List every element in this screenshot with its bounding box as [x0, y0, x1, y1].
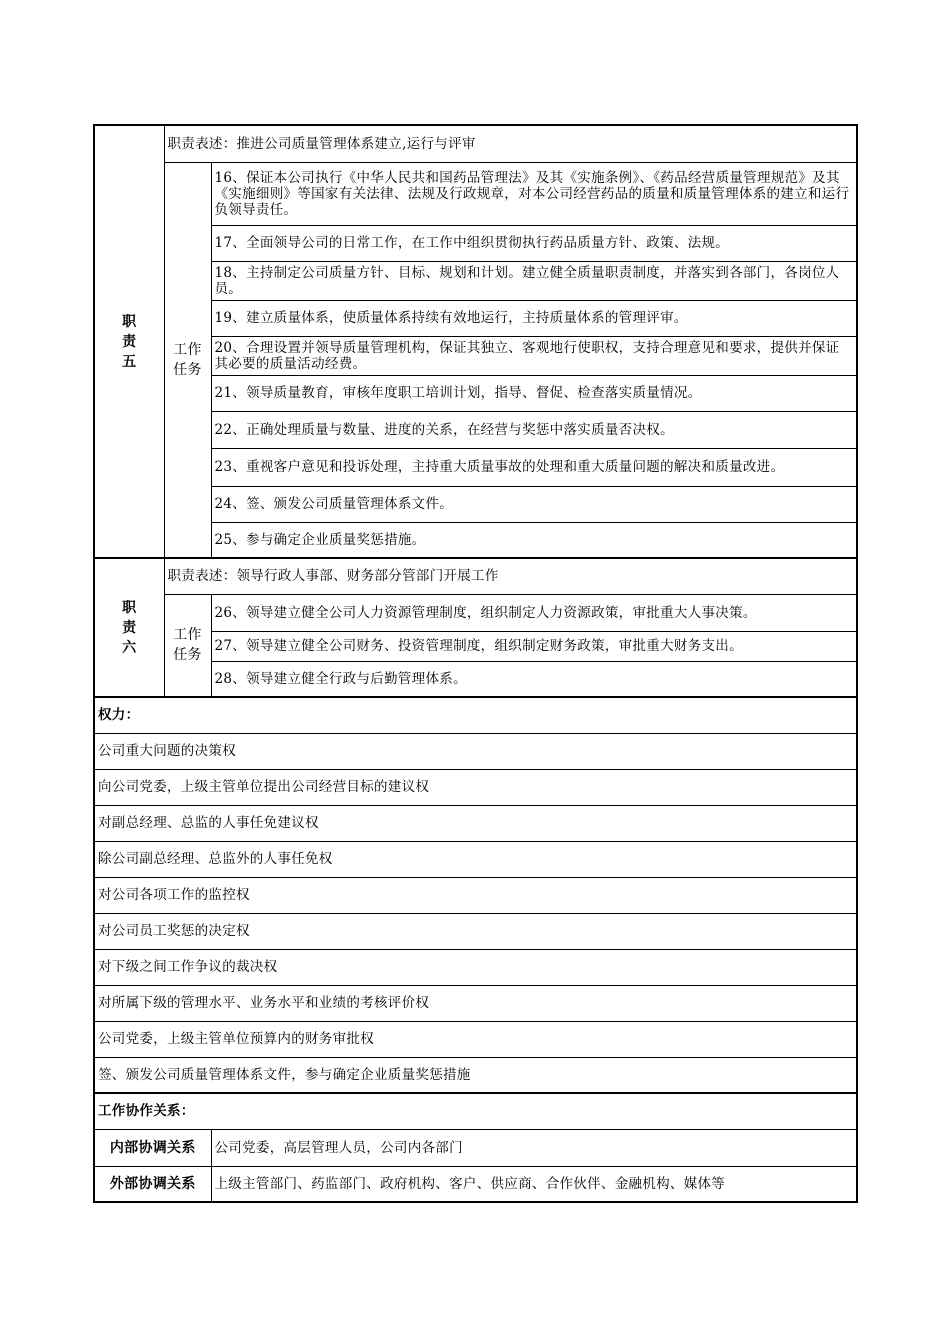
- duty6-label: 职 责 六: [94, 558, 164, 697]
- power-item: 公司党委，上级主管单位预算内的财务审批权: [94, 1021, 857, 1057]
- duty5-task: 24、签、颁发公司质量管理体系文件。: [211, 486, 857, 522]
- power-item: 除公司副总经理、总监外的人事任免权: [94, 841, 857, 877]
- duty5-task: 18、主持制定公司质量方针、目标、规划和计划。建立健全质量职责制度，并落实到各部门，各岗位人员。: [211, 261, 857, 300]
- duty5-statement: 职责表述：推进公司质量管理体系建立,运行与评审: [164, 125, 857, 162]
- duty5-task: 16、保证本公司执行《中华人民共和国药品管理法》及其《实施条例》、《药品经营质量管理规范》及其《实施细则》等国家有关法律、法规及行政规章，对本公司经营药品的质量和质量管理体系的建立和运行负领导责任。: [211, 162, 857, 225]
- duty5-task: 17、全面领导公司的日常工作，在工作中组织贯彻执行药品质量方针、政策、法规。: [211, 225, 857, 261]
- power-item: 对公司员工奖惩的决定权: [94, 913, 857, 949]
- duty6-task: 27、领导建立健全公司财务、投资管理制度，组织制定财务政策，审批重大财务支出。: [211, 631, 857, 661]
- internal-coordination-label: 内部协调关系: [94, 1129, 211, 1166]
- powers-table: [93, 696, 858, 1094]
- duty5-table: [93, 124, 858, 559]
- power-item: 对副总经理、总监的人事任免建议权: [94, 805, 857, 841]
- duty6-task: 26、领导建立健全公司人力资源管理制度，组织制定人力资源政策，审批重大人事决策。: [211, 594, 857, 631]
- power-item: 向公司党委，上级主管单位提出公司经营目标的建议权: [94, 769, 857, 805]
- external-coordination-label: 外部协调关系: [94, 1166, 211, 1202]
- duty5-task: 22、正确处理质量与数量、进度的关系，在经营与奖惩中落实质量否决权。: [211, 411, 857, 448]
- job-description-sheet: [93, 124, 858, 1203]
- duty5-label: 职 责 五: [94, 125, 164, 558]
- duty6-statement: 职责表述：领导行政人事部、财务部分管部门开展工作: [164, 558, 857, 594]
- power-item: 对所属下级的管理水平、业务水平和业绩的考核评价权: [94, 985, 857, 1021]
- power-item: 公司重大问题的决策权: [94, 733, 857, 769]
- power-item: 签、颁发公司质量管理体系文件，参与确定企业质量奖惩措施: [94, 1057, 857, 1093]
- duty5-task: 21、领导质量教育，审核年度职工培训计划，指导、督促、检查落实质量情况。: [211, 375, 857, 411]
- cooperation-table: [93, 1092, 858, 1203]
- duty6-table: [93, 557, 858, 698]
- cooperation-heading: 工作协作关系：: [94, 1093, 857, 1129]
- duty5-task-label: 工作 任务: [164, 162, 211, 558]
- duty5-task: 25、参与确定企业质量奖惩措施。: [211, 522, 857, 558]
- power-item: 对下级之间工作争议的裁决权: [94, 949, 857, 985]
- duty5-task: 19、建立质量体系，使质量体系持续有效地运行，主持质量体系的管理评审。: [211, 300, 857, 336]
- duty6-task-label: 工作 任务: [164, 594, 211, 697]
- powers-heading: 权力：: [94, 697, 857, 733]
- duty5-task: 23、重视客户意见和投诉处理，主持重大质量事故的处理和重大质量问题的解决和质量改进。: [211, 448, 857, 486]
- duty5-task: 20、合理设置并领导质量管理机构，保证其独立、客观地行使职权，支持合理意见和要求，提供并保证其必要的质量活动经费。: [211, 336, 857, 375]
- duty6-task: 28、领导建立健全行政与后勤管理体系。: [211, 661, 857, 697]
- internal-coordination-value: 公司党委，高层管理人员，公司内各部门: [211, 1129, 857, 1166]
- power-item: 对公司各项工作的监控权: [94, 877, 857, 913]
- external-coordination-value: 上级主管部门、药监部门、政府机构、客户、供应商、合作伙伴、金融机构、媒体等: [211, 1166, 857, 1202]
